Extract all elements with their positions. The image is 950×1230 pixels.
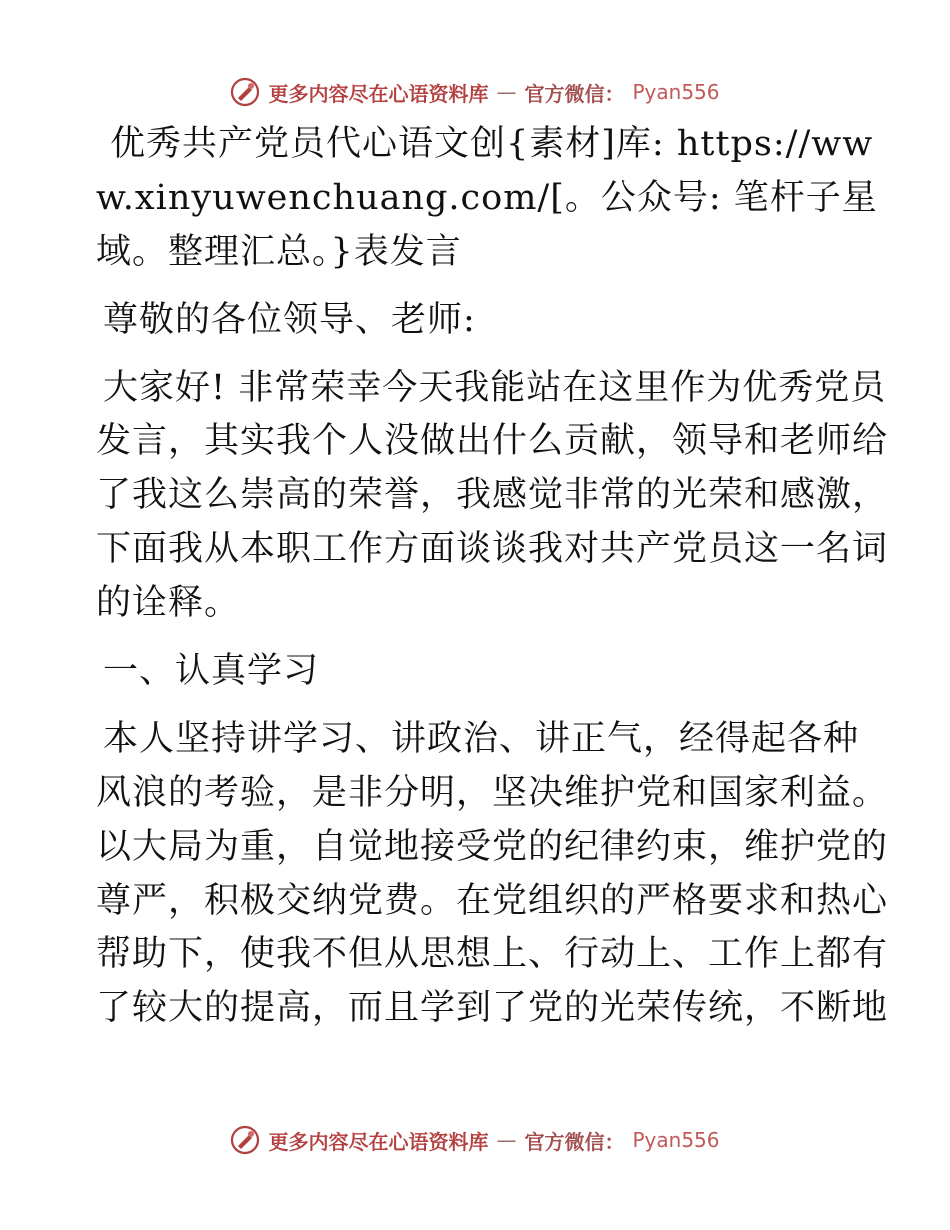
pen-circle-logo-icon <box>230 77 260 107</box>
header-banner-official: 官方微信： <box>524 81 625 106</box>
footer-banner-official: 官方微信： <box>524 1129 625 1154</box>
section-heading: 一、认真学习 <box>103 651 320 692</box>
header-banner <box>230 77 719 107</box>
paragraph-study: 本人坚持讲学习、讲政治、讲正气，经得起各种风浪的考验，是非分明，坚决维护党和国家利益。以大局为重，自觉地接受党的纪律约束，维护党的尊严，积极交纳党费。在党组织的严格要求和热心帮助下，使我不但从思想上、行动上、工作上都有了较大的提高，而且学到了党的光荣传统，不断地 <box>96 718 889 1029</box>
page-footer <box>0 1118 950 1162</box>
footer-banner-handle: Pyan556 <box>632 1128 720 1152</box>
footer-banner-text: 更多内容尽在心语资料库 <box>268 1129 489 1154</box>
document-body <box>0 118 950 1050</box>
footer-banner <box>230 1125 719 1155</box>
footer-banner-dash: — <box>496 1128 517 1152</box>
greeting: 尊敬的各位领导、老师: <box>103 299 476 340</box>
page-header <box>0 70 950 114</box>
header-banner-text: 更多内容尽在心语资料库 <box>268 81 489 106</box>
header-banner-dash: — <box>496 80 517 104</box>
document-title: 优秀共产党员代心语文创{素材]库: https://www.xinyuwenchuang.com/[。公众号: 笔杆子星域。整理汇总。}表发言 <box>96 124 878 272</box>
header-banner-handle: Pyan556 <box>632 80 720 104</box>
pen-circle-logo-icon <box>230 1125 260 1155</box>
paragraph-intro: 大家好! 非常荣幸今天我能站在这里作为优秀党员发言，其实我个人没做出什么贡献，领导和老师给了我这么崇高的荣誉，我感觉非常的光荣和感激，下面我从本职工作方面谈谈我对共产党员这一名词的诠释。 <box>96 367 889 624</box>
